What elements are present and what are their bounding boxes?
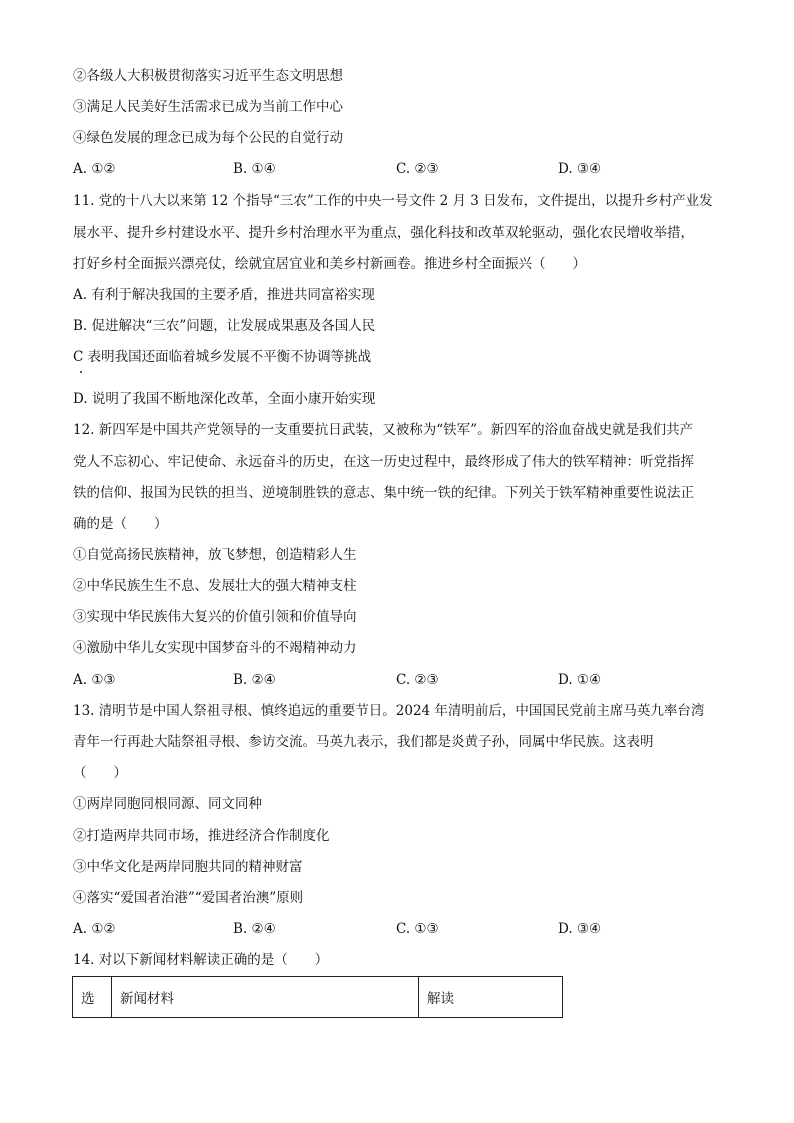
stray-dot bbox=[80, 371, 82, 373]
q13-option-a: A. ①② bbox=[73, 921, 116, 937]
q10-options bbox=[73, 159, 723, 179]
q12-option-d: D. ①④ bbox=[558, 672, 602, 688]
q12-stem-line-2: 党人不忘初心、牢记使命、永远奋斗的历史，在这一历史过程中，最终形成了伟大的铁军精神：听党指挥 bbox=[73, 454, 694, 470]
table-header-row bbox=[73, 977, 563, 1018]
q12-item-3: ③实现中华民族伟大复兴的价值引领和价值导向 bbox=[73, 609, 357, 625]
q13-option-b: B. ②④ bbox=[233, 921, 276, 937]
q13-stem-line-2: 青年一行再赴大陆祭祖寻根、参访交流。马英九表示，我们都是炎黄子孙，同属中华民族。这表明 bbox=[73, 734, 654, 750]
q10-option-b: B. ①④ bbox=[233, 161, 276, 177]
q12-option-b: B. ②④ bbox=[233, 672, 276, 688]
q12-stem-line-3: 铁的信仰、报国为民铁的担当、逆境制胜铁的意志、集中统一铁的纪律。下列关于铁军精神重要性说法正 bbox=[73, 485, 694, 501]
q13-stem-line-3: （ ） bbox=[73, 765, 127, 781]
q13-item-4: ④落实“爱国者治港”“爱国者治澳”原则 bbox=[73, 890, 304, 906]
q11-stem-line-2: 展水平、提升乡村建设水平、提升乡村治理水平为重点，强化科技和改革双轮驱动，强化农民增收举措， bbox=[73, 225, 694, 241]
q13-item-2: ②打造两岸共同市场，推进经济合作制度化 bbox=[73, 828, 330, 844]
q11-stem-line-3: 打好乡村全面振兴漂亮仗，绘就宜居宜业和美乡村新画卷。推进乡村全面振兴（ ） bbox=[73, 256, 586, 272]
q10-option-a: A. ①② bbox=[73, 161, 116, 177]
q13-options bbox=[73, 919, 723, 939]
q12-item-4: ④激励中华儿女实现中国梦奋斗的不竭精神动力 bbox=[73, 640, 357, 656]
q10-item-3: ③满足人民美好生活需求已成为当前工作中心 bbox=[73, 99, 343, 115]
q12-option-c: C. ②③ bbox=[396, 672, 439, 688]
q10-item-2: ②各级人大积极贯彻落实习近平生态文明思想 bbox=[73, 68, 343, 84]
q13-option-c: C. ①③ bbox=[396, 921, 439, 937]
table-header-news: 新闻材料 bbox=[112, 977, 419, 1018]
q11-option-c: C 表明我国还面临着城乡发展不平衡不协调等挑战 bbox=[73, 349, 372, 365]
q10-item-4: ④绿色发展的理念已成为每个公民的自觉行动 bbox=[73, 130, 343, 146]
q12-options bbox=[73, 670, 723, 690]
q11-option-d: D. 说明了我国不断地深化改革，全面小康开始实现 bbox=[73, 391, 376, 407]
q14-stem: 14. 对以下新闻材料解读正确的是（ ） bbox=[73, 952, 329, 968]
table-header-option: 选 bbox=[73, 977, 112, 1018]
q12-item-1: ①自觉高扬民族精神，放飞梦想，创造精彩人生 bbox=[73, 547, 357, 563]
news-table bbox=[72, 976, 563, 1018]
q13-item-3: ③中华文化是两岸同胞共同的精神财富 bbox=[73, 859, 303, 875]
q11-option-a: A. 有利于解决我国的主要矛盾，推进共同富裕实现 bbox=[73, 287, 375, 303]
q12-stem-line-1: 12. 新四军是中国共产党领导的一支重要抗日武装，又被称为“铁军”。新四军的浴血奋战史就是我们共产 bbox=[73, 422, 694, 438]
q11-option-b: B. 促进解决“三农”问题，让发展成果惠及各国人民 bbox=[73, 318, 376, 334]
q10-option-d: D. ③④ bbox=[558, 161, 602, 177]
q13-stem-line-1: 13. 清明节是中国人祭祖寻根、慎终追远的重要节日。2024 年清明前后，中国国民党前主席马英九率台湾 bbox=[73, 703, 705, 719]
q13-option-d: D. ③④ bbox=[558, 921, 602, 937]
q11-stem-line-1: 11. 党的十八大以来第 12 个指导“三农”工作的中央一号文件 2 月 3 日发布，文件提出，以提升乡村产业发 bbox=[73, 193, 713, 209]
q12-stem-line-4: 确的是（ ） bbox=[73, 516, 168, 532]
q12-item-2: ②中华民族生生不息、发展壮大的强大精神支柱 bbox=[73, 578, 357, 594]
q12-option-a: A. ①③ bbox=[73, 672, 116, 688]
table-header-interpretation: 解读 bbox=[419, 977, 563, 1018]
q13-item-1: ①两岸同胞同根同源、同文同种 bbox=[73, 796, 262, 812]
q10-option-c: C. ②③ bbox=[396, 161, 439, 177]
